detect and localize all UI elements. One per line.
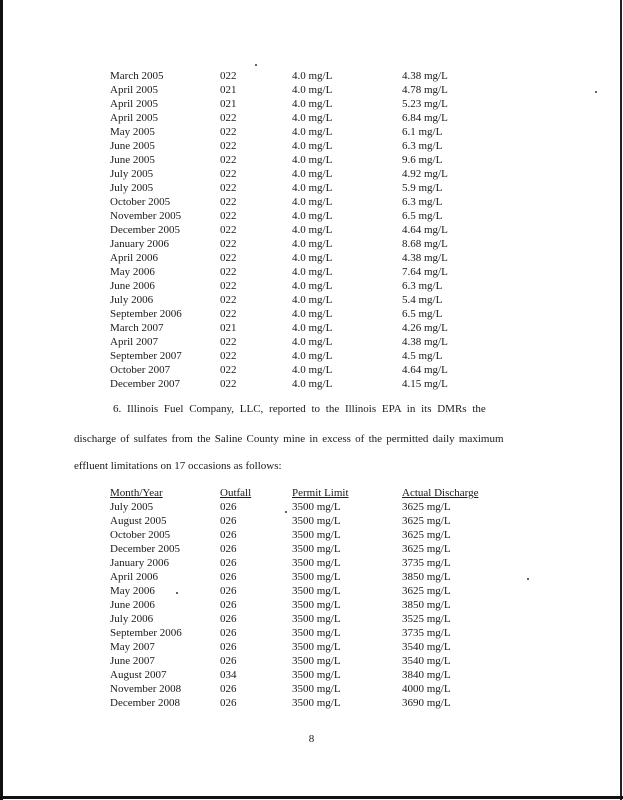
table-row [110, 153, 512, 167]
outfall-cell: 021 [220, 322, 237, 334]
outfall-cell: 022 [220, 280, 237, 292]
permit-limit-cell: 4.0 mg/L [292, 280, 333, 292]
table-row [110, 668, 512, 682]
table2-header-row [110, 486, 512, 500]
table-row [110, 139, 512, 153]
month-year-cell: April 2006 [110, 571, 158, 583]
outfall-cell: 022 [220, 112, 237, 124]
table-row [110, 654, 512, 668]
outfall-cell: 026 [220, 515, 237, 527]
actual-discharge-cell: 3840 mg/L [402, 669, 451, 681]
month-year-cell: June 2005 [110, 154, 155, 166]
outfall-cell: 026 [220, 641, 237, 653]
scan-border-left [0, 0, 3, 800]
permit-limit-cell: 3500 mg/L [292, 669, 341, 681]
actual-discharge-cell: 4.64 mg/L [402, 364, 448, 376]
month-year-cell: July 2006 [110, 613, 154, 625]
actual-discharge-cell: 3735 mg/L [402, 627, 451, 639]
scan-speck [595, 91, 597, 93]
header-actual-discharge: Actual Discharge [402, 487, 479, 499]
permit-limit-cell: 3500 mg/L [292, 585, 341, 597]
table-row [110, 181, 512, 195]
actual-discharge-cell: 3625 mg/L [402, 543, 451, 555]
table-row [110, 307, 512, 321]
outfall-cell: 026 [220, 697, 237, 709]
table-row [110, 598, 512, 612]
outfall-cell: 022 [220, 308, 237, 320]
permit-limit-cell: 3500 mg/L [292, 557, 341, 569]
permit-limit-cell: 4.0 mg/L [292, 350, 333, 362]
table-row [110, 195, 512, 209]
actual-discharge-cell: 8.68 mg/L [402, 238, 448, 250]
actual-discharge-cell: 5.9 mg/L [402, 182, 443, 194]
table-row [110, 696, 512, 710]
permit-limit-cell: 3500 mg/L [292, 613, 341, 625]
table-row [110, 97, 512, 111]
month-year-cell: October 2005 [110, 196, 171, 208]
fluoride-exceedance-table [110, 69, 512, 391]
table-row [110, 335, 512, 349]
actual-discharge-cell: 6.3 mg/L [402, 280, 443, 292]
table-row [110, 528, 512, 542]
actual-discharge-cell: 4.78 mg/L [402, 84, 448, 96]
month-year-cell: September 2007 [110, 350, 182, 362]
table-row [110, 223, 512, 237]
header-month-year: Month/Year [110, 487, 163, 499]
permit-limit-cell: 4.0 mg/L [292, 168, 333, 180]
permit-limit-cell: 4.0 mg/L [292, 322, 333, 334]
outfall-cell: 026 [220, 571, 237, 583]
month-year-cell: July 2005 [110, 501, 154, 513]
actual-discharge-cell: 3540 mg/L [402, 641, 451, 653]
outfall-cell: 022 [220, 70, 237, 82]
actual-discharge-cell: 5.4 mg/L [402, 294, 443, 306]
month-year-cell: August 2005 [110, 515, 167, 527]
actual-discharge-cell: 3850 mg/L [402, 571, 451, 583]
scan-speck [255, 64, 257, 66]
actual-discharge-cell: 7.64 mg/L [402, 266, 448, 278]
table-row [110, 514, 512, 528]
permit-limit-cell: 4.0 mg/L [292, 238, 333, 250]
month-year-cell: September 2006 [110, 627, 182, 639]
actual-discharge-cell: 4.64 mg/L [402, 224, 448, 236]
outfall-cell: 022 [220, 126, 237, 138]
actual-discharge-cell: 4.5 mg/L [402, 350, 443, 362]
permit-limit-cell: 4.0 mg/L [292, 294, 333, 306]
month-year-cell: June 2007 [110, 655, 155, 667]
table-row [110, 626, 512, 640]
outfall-cell: 022 [220, 266, 237, 278]
month-year-cell: November 2008 [110, 683, 182, 695]
permit-limit-cell: 4.0 mg/L [292, 336, 333, 348]
actual-discharge-cell: 6.3 mg/L [402, 140, 443, 152]
month-year-cell: December 2008 [110, 697, 180, 709]
month-year-cell: November 2005 [110, 210, 182, 222]
actual-discharge-cell: 3690 mg/L [402, 697, 451, 709]
month-year-cell: April 2005 [110, 84, 158, 96]
table-row [110, 640, 512, 654]
outfall-cell: 026 [220, 557, 237, 569]
outfall-cell: 022 [220, 154, 237, 166]
table-row [110, 265, 512, 279]
actual-discharge-cell: 3735 mg/L [402, 557, 451, 569]
permit-limit-cell: 3500 mg/L [292, 683, 341, 695]
outfall-cell: 026 [220, 543, 237, 555]
outfall-cell: 021 [220, 84, 237, 96]
actual-discharge-cell: 3540 mg/L [402, 655, 451, 667]
month-year-cell: May 2006 [110, 585, 155, 597]
month-year-cell: March 2005 [110, 70, 164, 82]
outfall-cell: 022 [220, 336, 237, 348]
permit-limit-cell: 4.0 mg/L [292, 308, 333, 320]
outfall-cell: 026 [220, 683, 237, 695]
permit-limit-cell: 4.0 mg/L [292, 196, 333, 208]
permit-limit-cell: 4.0 mg/L [292, 140, 333, 152]
actual-discharge-cell: 3525 mg/L [402, 613, 451, 625]
month-year-cell: April 2007 [110, 336, 158, 348]
paragraph-line-1: 6. Illinois Fuel Company, LLC, reported to the Illinois EPA in its DMRs the [113, 403, 486, 415]
header-outfall: Outfall [220, 487, 252, 499]
table-row [110, 570, 512, 584]
actual-discharge-cell: 4.26 mg/L [402, 322, 448, 334]
permit-limit-cell: 4.0 mg/L [292, 252, 333, 264]
table1-body [110, 69, 512, 391]
outfall-cell: 022 [220, 238, 237, 250]
month-year-cell: January 2006 [110, 238, 169, 250]
permit-limit-cell: 4.0 mg/L [292, 154, 333, 166]
sulfate-exceedance-table [110, 486, 512, 710]
permit-limit-cell: 4.0 mg/L [292, 364, 333, 376]
month-year-cell: January 2006 [110, 557, 169, 569]
outfall-cell: 026 [220, 501, 237, 513]
outfall-cell: 022 [220, 196, 237, 208]
table-row [110, 237, 512, 251]
month-year-cell: October 2005 [110, 529, 171, 541]
table-row [110, 125, 512, 139]
permit-limit-cell: 4.0 mg/L [292, 112, 333, 124]
permit-limit-cell: 3500 mg/L [292, 655, 341, 667]
outfall-cell: 026 [220, 599, 237, 611]
month-year-cell: April 2005 [110, 98, 158, 110]
month-year-cell: June 2006 [110, 280, 155, 292]
permit-limit-cell: 3500 mg/L [292, 515, 341, 527]
permit-limit-cell: 4.0 mg/L [292, 126, 333, 138]
month-year-cell: September 2006 [110, 308, 182, 320]
month-year-cell: May 2007 [110, 641, 155, 653]
month-year-cell: July 2005 [110, 168, 154, 180]
outfall-cell: 022 [220, 350, 237, 362]
table-row [110, 279, 512, 293]
outfall-cell: 022 [220, 140, 237, 152]
table-row [110, 209, 512, 223]
actual-discharge-cell: 3850 mg/L [402, 599, 451, 611]
month-year-cell: December 2005 [110, 543, 180, 555]
month-year-cell: August 2007 [110, 669, 167, 681]
table-row [110, 556, 512, 570]
actual-discharge-cell: 4.15 mg/L [402, 378, 448, 390]
permit-limit-cell: 4.0 mg/L [292, 224, 333, 236]
outfall-cell: 022 [220, 364, 237, 376]
table-row [110, 363, 512, 377]
outfall-cell: 022 [220, 224, 237, 236]
table-row [110, 293, 512, 307]
actual-discharge-cell: 3625 mg/L [402, 585, 451, 597]
actual-discharge-cell: 5.23 mg/L [402, 98, 448, 110]
month-year-cell: May 2006 [110, 266, 155, 278]
outfall-cell: 026 [220, 529, 237, 541]
table-row [110, 542, 512, 556]
table-row [110, 377, 512, 391]
table-row [110, 682, 512, 696]
month-year-cell: December 2005 [110, 224, 180, 236]
actual-discharge-cell: 4.38 mg/L [402, 70, 448, 82]
outfall-cell: 021 [220, 98, 237, 110]
month-year-cell: June 2005 [110, 140, 155, 152]
actual-discharge-cell: 6.3 mg/L [402, 196, 443, 208]
month-year-cell: March 2007 [110, 322, 164, 334]
table2-body [110, 500, 512, 710]
table-row [110, 111, 512, 125]
permit-limit-cell: 4.0 mg/L [292, 378, 333, 390]
actual-discharge-cell: 4.38 mg/L [402, 336, 448, 348]
permit-limit-cell: 4.0 mg/L [292, 210, 333, 222]
month-year-cell: July 2005 [110, 182, 154, 194]
permit-limit-cell: 3500 mg/L [292, 627, 341, 639]
paragraph-line-2: discharge of sulfates from the Saline County mine in excess of the permitted daily maximum [74, 433, 504, 445]
outfall-cell: 026 [220, 655, 237, 667]
page-number: 8 [308, 733, 315, 745]
table-row [110, 251, 512, 265]
table-row [110, 69, 512, 83]
outfall-cell: 026 [220, 627, 237, 639]
table-row [110, 500, 512, 514]
scan-border-bottom [0, 796, 623, 799]
month-year-cell: October 2007 [110, 364, 171, 376]
table-row [110, 612, 512, 626]
header-permit-limit: Permit Limit [292, 487, 349, 499]
actual-discharge-cell: 6.5 mg/L [402, 210, 443, 222]
paragraph-line-3: effluent limitations on 17 occasions as follows: [74, 460, 282, 472]
month-year-cell: April 2005 [110, 112, 158, 124]
table-row [110, 584, 512, 598]
month-year-cell: December 2007 [110, 378, 180, 390]
outfall-cell: 022 [220, 168, 237, 180]
permit-limit-cell: 3500 mg/L [292, 543, 341, 555]
outfall-cell: 022 [220, 210, 237, 222]
month-year-cell: April 2006 [110, 252, 158, 264]
permit-limit-cell: 3500 mg/L [292, 571, 341, 583]
permit-limit-cell: 3500 mg/L [292, 697, 341, 709]
outfall-cell: 022 [220, 378, 237, 390]
permit-limit-cell: 4.0 mg/L [292, 266, 333, 278]
permit-limit-cell: 3500 mg/L [292, 529, 341, 541]
actual-discharge-cell: 6.1 mg/L [402, 126, 443, 138]
actual-discharge-cell: 4.92 mg/L [402, 168, 448, 180]
permit-limit-cell: 3500 mg/L [292, 501, 341, 513]
month-year-cell: July 2006 [110, 294, 154, 306]
table-row [110, 167, 512, 181]
table-row [110, 321, 512, 335]
actual-discharge-cell: 3625 mg/L [402, 515, 451, 527]
table-row [110, 349, 512, 363]
permit-limit-cell: 3500 mg/L [292, 641, 341, 653]
outfall-cell: 022 [220, 182, 237, 194]
scan-border-right [620, 0, 622, 800]
permit-limit-cell: 4.0 mg/L [292, 182, 333, 194]
outfall-cell: 034 [220, 669, 237, 681]
outfall-cell: 022 [220, 294, 237, 306]
actual-discharge-cell: 4000 mg/L [402, 683, 451, 695]
actual-discharge-cell: 9.6 mg/L [402, 154, 443, 166]
actual-discharge-cell: 3625 mg/L [402, 529, 451, 541]
month-year-cell: June 2006 [110, 599, 155, 611]
table-row [110, 83, 512, 97]
permit-limit-cell: 3500 mg/L [292, 599, 341, 611]
actual-discharge-cell: 6.84 mg/L [402, 112, 448, 124]
actual-discharge-cell: 3625 mg/L [402, 501, 451, 513]
outfall-cell: 022 [220, 252, 237, 264]
actual-discharge-cell: 4.38 mg/L [402, 252, 448, 264]
permit-limit-cell: 4.0 mg/L [292, 84, 333, 96]
outfall-cell: 026 [220, 585, 237, 597]
outfall-cell: 026 [220, 613, 237, 625]
permit-limit-cell: 4.0 mg/L [292, 70, 333, 82]
actual-discharge-cell: 6.5 mg/L [402, 308, 443, 320]
month-year-cell: May 2005 [110, 126, 155, 138]
permit-limit-cell: 4.0 mg/L [292, 98, 333, 110]
scan-speck [527, 578, 529, 580]
